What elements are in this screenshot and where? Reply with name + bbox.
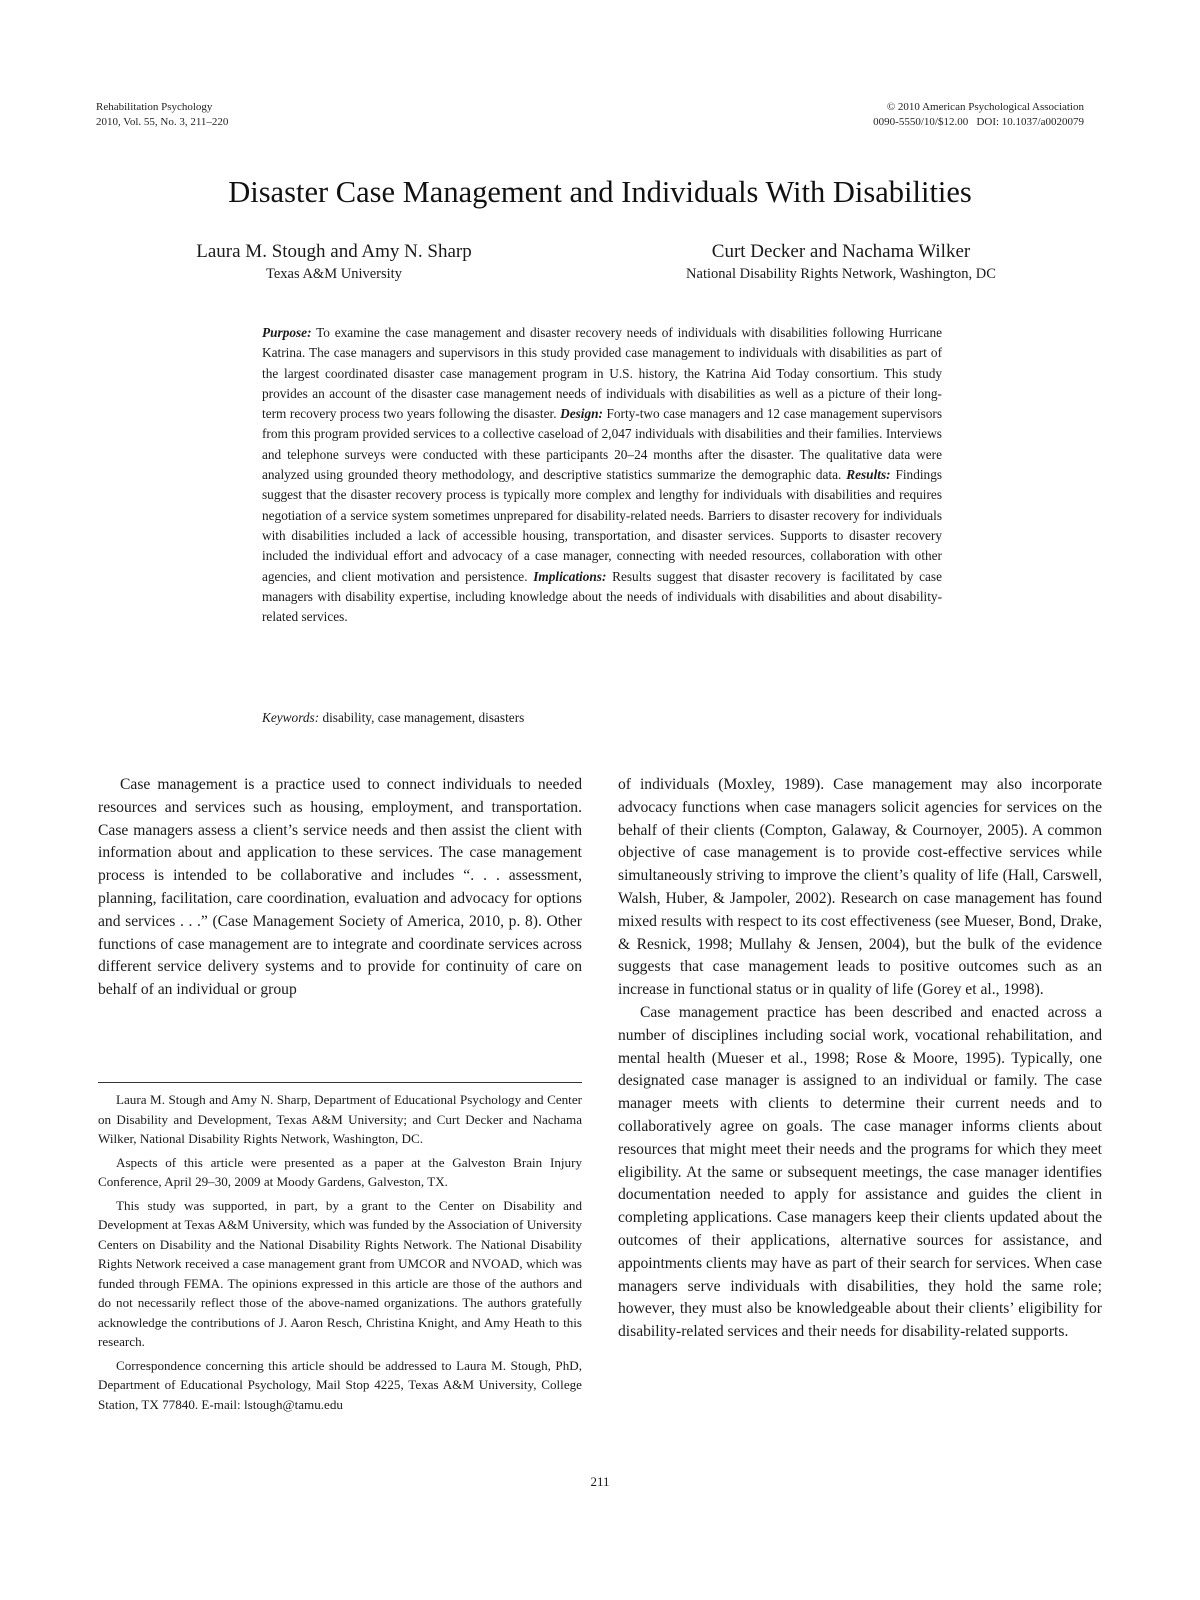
body-paragraph: of individuals (Moxley, 1989). Case management may also incorporate advocacy functions when case managers solicit agencies for services on the behalf of their clients (Compton, Galaway, & Cournoyer, 2005). A common objective of case management is to provide cost-effective services while simultaneously striving to improve the client’s quality of life (Hall, Carswell, Walsh, Huber, & Jampoler, 2002). Research on case management has found mixed results with respect to its cost effectiveness (see Mueser, Bond, Drake, & Resnick, 1998; Mullahy & Jensen, 2004), but the bulk of the evidence suggests that case management leads to positive outcomes such as an increase in functional status or in quality of life (Gorey et al., 1998). [618, 776, 1102, 999]
keywords-label: Keywords: [262, 710, 320, 725]
copyright-notice: © 2010 American Psychological Association [886, 101, 1084, 113]
abstract [262, 323, 942, 627]
keywords [262, 708, 524, 728]
abstract-purpose-label: Purpose: [262, 325, 312, 340]
footnote-funding: This study was supported, in part, by a grant to the Center on Disability and Development at Texas A&M University, which was funded by the Association of University Centers on Disability and the National Disability Rights Network. The National Disability Rights Network received a case management grant from UMCOR and NVOAD, which was funded through FEMA. The opinions expressed in this article are those of the authors and do not necessarily reflect those of the above-named organizations. The authors gratefully acknowledge the contributions of J. Aaron Resch, Christina Knight, and Amy Heath to this research. [98, 1197, 582, 1349]
author-affiliation: Texas A&M University [266, 266, 402, 282]
abstract-purpose: To examine the case management and disaster recovery needs of individuals with disabilities following Hurricane Katrina. The case managers and supervisors in this study provided case management to individuals with disabilities as part of the largest coordinated disaster case management program in U.S. history, the Katrina Aid Today consortium. This study provides an account of the disaster case management needs of individuals with disabilities as well as a picture of their long-term recovery process two years following the disaster. [262, 325, 942, 422]
author-names: Laura M. Stough and Amy N. Sharp [196, 241, 472, 262]
footnote-affiliations: Laura M. Stough and Amy N. Sharp, Department of Educational Psychology and Center on Disability and Development, Texas A&M University; and Curt Decker and Nachama Wilker, National Disability Rights Network, Washington, DC. [98, 1092, 582, 1146]
article-title: Disaster Case Management and Individuals With Disabilities [228, 175, 972, 209]
author-affiliation: National Disability Rights Network, Washington, DC [686, 266, 996, 282]
keywords-text: disability, case management, disasters [322, 710, 525, 725]
volume-info: 2010, Vol. 55, No. 3, 211–220 [96, 116, 229, 128]
footnote-correspondence: Correspondence concerning this article should be addressed to Laura M. Stough, PhD, Department of Educational Psychology, Mail Stop 4225, Texas A&M University, College Station, TX 77840. E-mail: lstough@tamu.edu [98, 1357, 582, 1412]
footnote-presentation: Aspects of this article were presented as a paper at the Galveston Brain Injury Conference, April 29–30, 2009 at Moody Gardens, Galveston, TX. [98, 1154, 582, 1189]
footnotes [98, 1090, 582, 1418]
abstract-design: Forty-two case managers and 12 case management supervisors from this program provided services to a collective caseload of 2,047 individuals with disabilities and their families. Interviews and telephone surveys were conducted with these participants 20–24 months after the disaster. The qualitative data were analyzed using grounded theory methodology, and descriptive statistics summarize the demographic data. [262, 406, 943, 483]
body-left-column [98, 774, 582, 1002]
author-names: Curt Decker and Nachama Wilker [711, 241, 971, 262]
footnote-rule [98, 1082, 582, 1083]
author-block-2 [640, 240, 1042, 284]
journal-name: Rehabilitation Psychology [96, 101, 213, 113]
body-paragraph: Case management practice has been described and enacted across a number of disciplines including social work, vocational rehabilitation, and mental health (Mueser et al., 1998; Rose & Moore, 1995). Typically, one designated case manager is assigned to an individual or family. The case manager meets with clients to determine their current needs and to collaboratively agree on goals. The case manager informs clients about resources that might meet their needs and the programs for which they meet eligibility. At the same or subsequent meetings, the case manager identifies documentation needed to apply for assistance and guides the client in completing applications. Case managers keep their clients updated about the outcomes of their applications, alternative sources for assistance, and appointments clients may have as part of their search for services. When case managers serve individuals with disabilities, they hold the same role; however, they must also be knowledgeable about their clients’ eligibility for disability-related services and their needs for disability-related supports. [618, 1003, 1102, 1341]
abstract-implications: Results suggest that disaster recovery is facilitated by case managers with disability expertise, including knowledge about the needs of individuals with disabilities and about disability-related services. [262, 568, 942, 625]
abstract-results: Findings suggest that the disaster recovery process is typically more complex and lengthy for individuals with disabilities and requires negotiation of a service system sometimes unprepared for disability-related needs. Barriers to disaster recovery for individuals with disabilities included a lack of accessible housing, transportation, and disaster services. Supports to disaster recovery included the individual effort and advocacy of a case manager, connecting with needed resources, collaboration with other agencies, and client motivation and persistence. [262, 467, 943, 584]
doi-line: 0090-5550/10/$12.00 DOI: 10.1037/a0020079 [873, 116, 1084, 128]
running-header-left [96, 100, 228, 130]
running-header-right [873, 100, 1084, 130]
page-number: 211 [590, 1474, 610, 1489]
body-right-column [618, 774, 1102, 1344]
abstract-implications-label: Implications: [533, 568, 607, 584]
abstract-results-label: Results: [846, 467, 891, 483]
author-block-1 [160, 240, 508, 284]
body-paragraph: Case management is a practice used to connect individuals to needed resources and services such as housing, employment, and transportation. Case managers assess a client’s service needs and then assist the client with information about and application to these services. The case management process is intended to be collaborative and includes “. . . assessment, planning, facilitation, care coordination, evaluation and advocacy for options and services . . .” (Case Management Society of America, 2010, p. 8). Other functions of case management are to integrate and coordinate services across different service delivery systems and to provide for continuity of care on behalf of an individual or group [98, 776, 582, 999]
abstract-design-label: Design: [560, 406, 603, 422]
